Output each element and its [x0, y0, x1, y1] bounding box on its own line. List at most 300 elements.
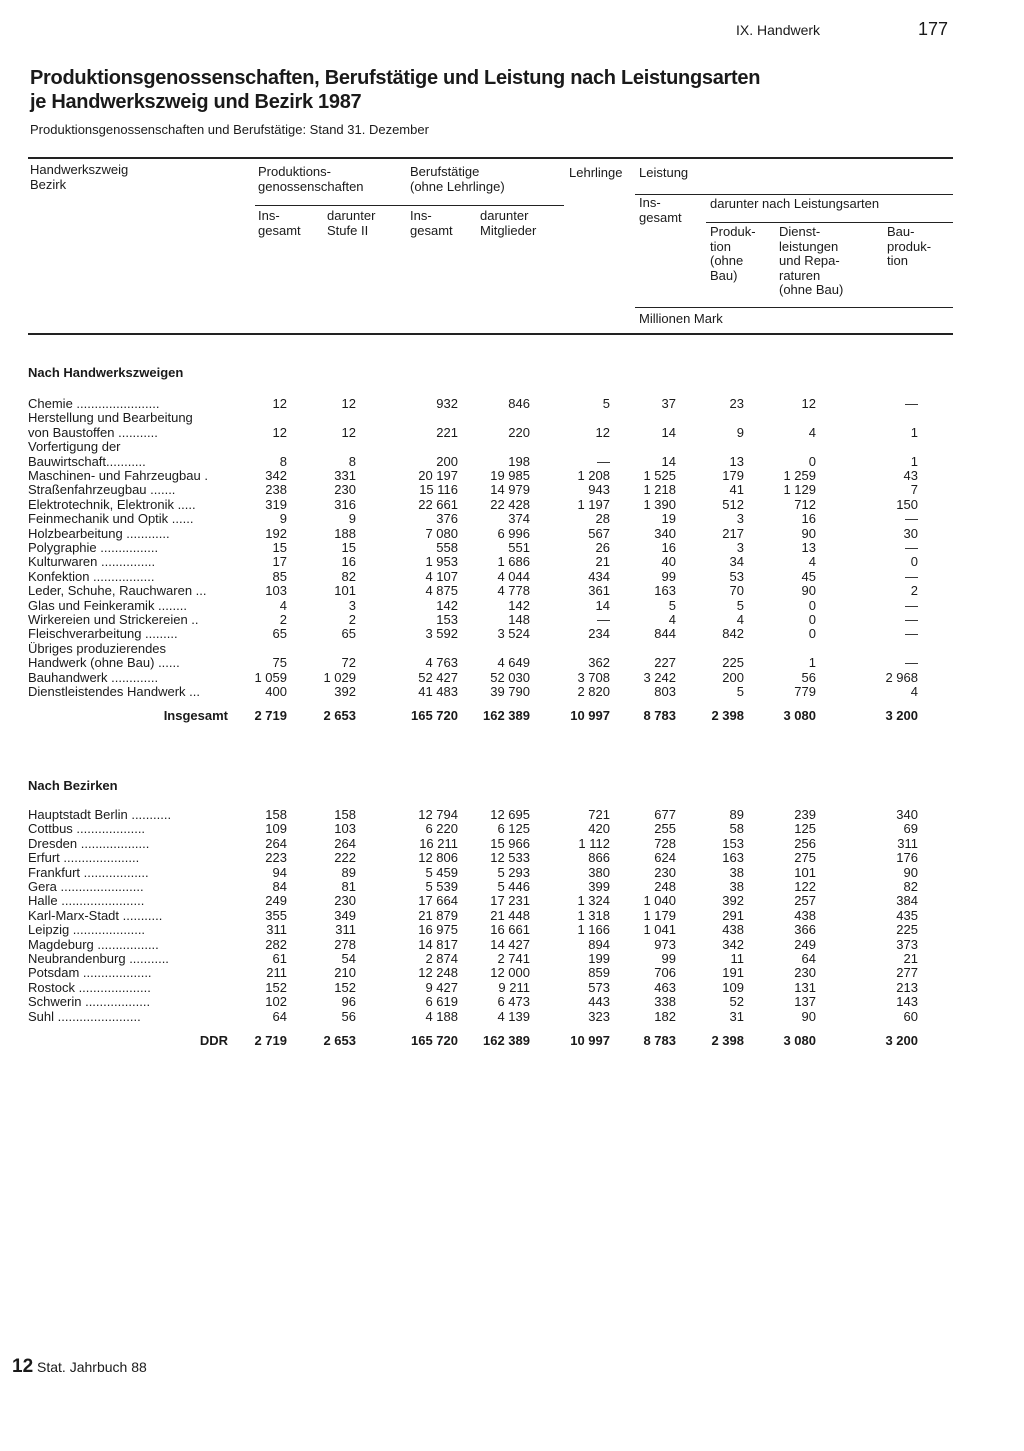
bezirk-cell-pg-total: 282 — [265, 936, 287, 952]
zweig-cell-pg-total: 192 — [265, 525, 287, 541]
zweig-row-label: Feinmechanik und Optik ...... — [28, 512, 194, 527]
zweig-cell-bt-mitglieder: 142 — [508, 597, 530, 613]
bezirk-total-bauproduktion: 3 200 — [885, 1033, 918, 1048]
bezirk-cell-bauproduktion: 277 — [896, 965, 918, 981]
zweig-cell-lehrlinge: 234 — [588, 626, 610, 642]
bezirk-cell-leistung-total: 1 179 — [643, 907, 676, 923]
zweig-row-label: Fleischverarbeitung ......... — [28, 627, 178, 642]
bezirk-cell-leistung-total: 1 040 — [643, 893, 676, 909]
pg-sub-header — [327, 209, 375, 238]
zweig-cell-bauproduktion: 4 — [910, 684, 918, 699]
pg-sub-header-line: darunter — [327, 208, 376, 223]
zweig-row-label: Kulturwaren ............... — [28, 555, 156, 570]
bezirk-cell-bauproduktion: 384 — [896, 893, 918, 909]
zweig-cell-bt-mitglieder: 52 030 — [490, 669, 530, 685]
bezirk-cell-dienstleistungen: 90 — [801, 1008, 816, 1024]
zweig-cell-bt-total: 7 080 — [425, 525, 458, 541]
bezirk-cell-pg-total: 311 — [266, 922, 287, 938]
zweig-total-bt-mitglieder: 162 389 — [483, 708, 530, 724]
bezirk-cell-dienstleistungen: 64 — [801, 951, 816, 966]
zweig-cell-bauproduktion: 43 — [903, 468, 918, 483]
bezirk-cell-bt-mitglieder: 2 741 — [497, 951, 530, 966]
bezirk-cell-bt-total: 5 459 — [425, 864, 458, 880]
bezirk-row-label: Dresden ................... — [28, 836, 150, 851]
bt-sub-header-line: darunter — [480, 208, 529, 223]
zweig-cell-pg-stufe2: 65 — [341, 626, 356, 642]
pg-total-header — [258, 209, 301, 238]
dienst-header-line: (ohne Bau) — [779, 282, 844, 297]
bezirk-cell-dienstleistungen: 137 — [794, 994, 816, 1010]
zweig-cell-produktion: 3 — [736, 511, 744, 527]
section-zweige: Nach Handwerkszweigen — [28, 365, 184, 380]
bezirk-cell-pg-stufe2: 89 — [341, 864, 356, 880]
bezirk-cell-bauproduktion: 82 — [903, 879, 918, 894]
zweig-cell-bt-total: 558 — [436, 540, 458, 555]
bezirk-cell-pg-total: 249 — [265, 893, 287, 909]
zweig-total-lehrlinge: 10 997 — [570, 708, 610, 724]
bezirk-row-label: Suhl ....................... — [28, 1009, 141, 1024]
zweig-cell-bt-total: 4 763 — [425, 655, 458, 671]
zweig-cell-bt-mitglieder: 22 428 — [490, 496, 530, 512]
zweig-cell-leistung-total: 1 525 — [643, 468, 676, 483]
zweig-row-label: Handwerk (ohne Bau) ...... — [28, 656, 180, 671]
section-bezirke: Nach Bezirken — [28, 778, 118, 793]
bezirk-cell-leistung-total: 248 — [654, 879, 676, 894]
bezirk-cell-dienstleistungen: 438 — [794, 907, 816, 923]
zweig-cell-dienstleistungen: 13 — [801, 540, 816, 555]
sheet-number: 12 — [12, 1356, 34, 1377]
bezirk-cell-lehrlinge: 380 — [588, 864, 610, 880]
zweig-cell-bauproduktion: 7 — [910, 482, 918, 498]
zweig-cell-produktion: 23 — [729, 396, 744, 411]
bezirk-cell-produktion: 191 — [722, 965, 744, 981]
bezirk-cell-lehrlinge: 1 112 — [578, 835, 610, 851]
bt-sub-header-line: Mitglieder — [480, 222, 537, 238]
bezirk-cell-lehrlinge: 894 — [588, 936, 610, 952]
bezirk-total-pg-stufe2: 2 653 — [323, 1033, 356, 1048]
bezirk-cell-bt-mitglieder: 17 231 — [490, 893, 530, 909]
zweig-cell-bt-total: 3 592 — [425, 626, 458, 642]
zweig-row-label: Glas und Feinkeramik ........ — [28, 598, 187, 613]
zweig-cell-bt-mitglieder: 39 790 — [490, 684, 530, 699]
zweig-cell-bt-total: 221 — [436, 424, 458, 440]
zweig-row-label: Bauhandwerk ............. — [28, 670, 159, 685]
zweig-cell-bt-mitglieder: 4 649 — [497, 655, 530, 671]
zweig-total-bt-total: 165 720 — [411, 708, 458, 724]
zweig-cell-produktion: 13 — [729, 453, 744, 469]
footer-source: Stat. Jahrbuch 88 — [37, 1359, 147, 1375]
zweig-cell-produktion: 9 — [736, 424, 744, 440]
zweig-cell-leistung-total: 844 — [654, 626, 676, 642]
bezirk-cell-bauproduktion: 435 — [896, 907, 918, 923]
zweig-cell-pg-stufe2: 12 — [341, 396, 356, 411]
bezirk-cell-pg-total: 152 — [265, 979, 287, 995]
bezirk-cell-bt-mitglieder: 21 448 — [490, 907, 530, 923]
bt-total-header-line: Ins- — [410, 208, 432, 223]
bezirk-cell-lehrlinge: 199 — [588, 951, 610, 966]
bezirk-cell-bt-mitglieder: 4 139 — [497, 1008, 530, 1024]
zweig-cell-bt-mitglieder: 220 — [508, 424, 530, 440]
bezirk-cell-produktion: 342 — [722, 936, 744, 952]
bezirk-cell-bauproduktion: 21 — [903, 951, 918, 966]
zweig-cell-produktion: 842 — [722, 626, 744, 642]
zweig-cell-dienstleistungen: 712 — [794, 496, 816, 512]
zweig-cell-bt-mitglieder: 14 979 — [490, 482, 530, 498]
bezirk-total-bt-total: 165 720 — [411, 1033, 458, 1048]
bezirk-cell-bauproduktion: 225 — [896, 922, 918, 938]
zweig-cell-dienstleistungen: 0 — [808, 453, 816, 469]
zweig-cell-bauproduktion: 2 968 — [885, 669, 918, 685]
zweig-cell-pg-total: 12 — [272, 396, 287, 411]
zweig-cell-leistung-total: 40 — [661, 554, 676, 570]
zweig-cell-bauproduktion: 1 — [910, 424, 918, 440]
bezirk-cell-dienstleistungen: 125 — [794, 821, 816, 837]
zweig-cell-bauproduktion: — — [905, 511, 918, 527]
zweig-cell-leistung-total: 1 218 — [643, 482, 676, 498]
bt-header — [410, 165, 505, 194]
pg-header — [258, 165, 364, 194]
bt-header-line: (ohne Lehrlinge) — [410, 178, 505, 194]
bezirk-cell-bt-total: 12 794 — [418, 807, 458, 822]
zweig-cell-bauproduktion: 2 — [910, 583, 918, 599]
bezirk-cell-produktion: 153 — [722, 835, 744, 851]
zweig-cell-pg-stufe2: 9 — [348, 511, 356, 527]
bezirk-row-label: Leipzig .................... — [28, 923, 146, 938]
table-block-zweige — [28, 397, 958, 727]
bezirk-cell-pg-stufe2: 210 — [334, 965, 356, 981]
bezirk-cell-leistung-total: 230 — [654, 864, 676, 880]
zweig-row-label: Wirkereien und Strickereien .. — [28, 613, 199, 627]
bezirk-cell-lehrlinge: 1 166 — [577, 922, 610, 938]
bezirk-cell-bt-total: 16 211 — [419, 835, 458, 851]
zweig-cell-lehrlinge: 434 — [588, 568, 610, 584]
zweig-cell-bt-total: 4 107 — [425, 568, 458, 584]
zweig-cell-bt-total: 15 116 — [419, 482, 458, 498]
bezirk-cell-produktion: 52 — [729, 994, 744, 1010]
bezirk-cell-pg-total: 109 — [265, 821, 287, 837]
zweig-cell-bt-mitglieder: 374 — [508, 511, 530, 527]
bezirk-cell-pg-stufe2: 96 — [341, 994, 356, 1010]
running-header: IX. Handwerk — [736, 22, 821, 38]
zweig-cell-bt-mitglieder: 4 778 — [497, 583, 530, 599]
zweig-cell-leistung-total: 340 — [654, 525, 676, 541]
zweig-cell-pg-total: 238 — [265, 482, 287, 498]
bezirk-cell-bt-mitglieder: 14 427 — [490, 936, 530, 952]
table-title — [30, 66, 760, 114]
zweig-cell-pg-total: 9 — [279, 511, 287, 527]
bezirk-cell-leistung-total: 338 — [654, 994, 676, 1010]
bau-header-line: tion — [887, 253, 908, 268]
zweig-cell-bt-mitglieder: 846 — [508, 396, 530, 411]
bt-header-line: Berufstätige — [410, 164, 480, 179]
bau-header — [887, 225, 931, 269]
zweig-cell-dienstleistungen: 1 259 — [783, 468, 816, 483]
bezirk-cell-bt-mitglieder: 15 966 — [490, 835, 530, 851]
zweig-cell-leistung-total: 16 — [661, 540, 676, 555]
zweig-row-label: Straßenfahrzeugbau ....... — [28, 483, 176, 498]
zweig-cell-produktion: 3 — [736, 540, 744, 555]
bezirk-cell-pg-total: 94 — [272, 864, 287, 880]
zweig-cell-lehrlinge: — — [597, 612, 610, 627]
zweig-cell-bauproduktion: — — [905, 540, 918, 555]
zweig-row-label: Maschinen- und Fahrzeugbau . — [28, 469, 208, 483]
bezirk-cell-bauproduktion: 90 — [903, 864, 918, 880]
zweig-cell-dienstleistungen: 0 — [808, 612, 816, 627]
bezirk-cell-dienstleistungen: 101 — [794, 864, 816, 880]
zweig-cell-produktion: 512 — [722, 496, 744, 512]
zweig-cell-dienstleistungen: 4 — [808, 424, 816, 440]
bezirk-cell-bt-total: 2 874 — [425, 951, 458, 966]
zweig-cell-bt-total: 153 — [436, 612, 458, 627]
zweig-cell-lehrlinge: 362 — [588, 655, 610, 671]
zweig-cell-produktion: 53 — [729, 568, 744, 584]
bezirk-cell-produktion: 11 — [730, 951, 744, 966]
zweig-cell-pg-stufe2: 15 — [341, 540, 356, 555]
zweig-cell-lehrlinge: 14 — [595, 597, 610, 613]
zweig-cell-dienstleistungen: 90 — [801, 525, 816, 541]
bt-sub-header — [480, 209, 536, 238]
bezirk-cell-pg-stufe2: 103 — [334, 821, 356, 837]
bezirk-cell-pg-stufe2: 264 — [334, 835, 356, 851]
leistung-header: Leistung — [639, 165, 689, 180]
dienst-header — [779, 225, 843, 298]
zweig-cell-produktion: 5 — [736, 597, 744, 613]
zweig-cell-pg-total: 103 — [265, 583, 287, 599]
bezirk-cell-bt-total: 6 619 — [425, 994, 458, 1010]
bezirk-row-label: Hauptstadt Berlin ........... — [28, 808, 172, 822]
zweig-cell-bauproduktion: — — [905, 655, 918, 671]
bezirk-cell-bt-total: 4 188 — [425, 1008, 458, 1024]
zweig-cell-produktion: 225 — [722, 655, 744, 671]
dienst-header-line: raturen — [779, 267, 821, 283]
bezirk-cell-dienstleistungen: 230 — [794, 965, 816, 981]
zweig-cell-pg-total: 75 — [272, 655, 287, 671]
bezirk-cell-produktion: 291 — [722, 907, 744, 923]
bezirk-cell-pg-stufe2: 56 — [341, 1008, 356, 1024]
zweig-cell-leistung-total: 803 — [654, 684, 676, 699]
bezirk-row-label: Neubrandenburg ........... — [28, 952, 169, 966]
zweig-cell-bt-mitglieder: 3 524 — [497, 626, 530, 642]
zweig-cell-bt-total: 376 — [436, 511, 458, 527]
zweig-cell-lehrlinge: 26 — [595, 540, 610, 555]
stub-header — [30, 163, 128, 192]
bezirk-cell-bt-total: 12 248 — [418, 965, 458, 981]
zweig-cell-pg-stufe2: 16 — [341, 554, 356, 570]
table-block-bezirke — [28, 808, 958, 1058]
zweig-cell-leistung-total: 5 — [668, 597, 676, 613]
bezirk-cell-produktion: 163 — [722, 850, 744, 866]
bezirk-cell-pg-stufe2: 54 — [341, 951, 356, 966]
bezirk-cell-pg-stufe2: 81 — [341, 879, 356, 894]
produktion-header-line: Produk- — [710, 224, 756, 239]
bezirk-row-label: Magdeburg ................. — [28, 937, 159, 952]
zweig-row-label: Vorfertigung der — [28, 440, 121, 455]
bezirk-total-dienstleistungen: 3 080 — [783, 1033, 816, 1048]
bezirk-cell-pg-total: 61 — [272, 951, 287, 966]
stub-header-line: Bezirk — [30, 176, 67, 192]
zweig-cell-bt-mitglieder: 1 686 — [497, 554, 530, 570]
bezirk-cell-leistung-total: 973 — [654, 936, 676, 952]
zweig-cell-pg-total: 2 — [279, 612, 287, 627]
bau-header-line: produk- — [887, 238, 932, 254]
zweig-cell-bt-mitglieder: 4 044 — [497, 568, 530, 584]
bezirk-cell-dienstleistungen: 122 — [794, 879, 816, 894]
bezirk-cell-pg-total: 64 — [272, 1008, 287, 1024]
zweig-cell-leistung-total: 3 242 — [643, 669, 676, 685]
zweig-cell-pg-stufe2: 101 — [334, 583, 356, 599]
zweig-cell-bauproduktion: — — [905, 612, 918, 627]
zweig-cell-dienstleistungen: 0 — [808, 626, 816, 642]
bezirk-cell-leistung-total: 706 — [654, 965, 676, 981]
pg-header-line: Produktions- — [258, 164, 331, 179]
bezirk-cell-produktion: 392 — [722, 893, 744, 909]
bezirk-row-label: Cottbus ................... — [28, 822, 146, 837]
zweig-cell-produktion: 4 — [736, 612, 744, 627]
bezirk-cell-lehrlinge: 573 — [588, 979, 610, 995]
bt-total-header — [410, 209, 453, 238]
bezirk-cell-produktion: 38 — [729, 864, 744, 880]
zweig-cell-pg-total: 12 — [272, 424, 287, 440]
zweig-cell-bauproduktion: 1 — [910, 453, 918, 469]
bezirk-cell-pg-stufe2: 278 — [334, 936, 356, 952]
header-mid-rule-pg — [255, 205, 564, 206]
bezirk-cell-leistung-total: 255 — [654, 821, 676, 837]
bezirk-cell-lehrlinge: 721 — [588, 807, 610, 822]
bezirk-row-label: Frankfurt .................. — [28, 865, 149, 880]
zweig-cell-lehrlinge: 5 — [602, 396, 610, 411]
bezirk-cell-bt-total: 17 664 — [418, 893, 458, 909]
bezirk-cell-produktion: 31 — [729, 1008, 744, 1024]
zweig-cell-bt-total: 41 483 — [418, 684, 458, 699]
zweig-cell-bt-total: 932 — [436, 396, 458, 411]
zweig-cell-dienstleistungen: 12 — [801, 396, 816, 411]
bezirk-total-bt-mitglieder: 162 389 — [483, 1033, 530, 1048]
zweig-total-label: Insgesamt — [163, 709, 228, 724]
bezirk-cell-bt-total: 5 539 — [425, 879, 458, 894]
zweig-cell-pg-total: 319 — [265, 496, 287, 512]
zweig-row-label: von Baustoffen ........... — [28, 425, 158, 440]
bezirk-cell-pg-stufe2: 349 — [334, 907, 356, 923]
zweig-row-label: Bauwirtschaft........... — [28, 454, 146, 469]
bezirk-cell-pg-stufe2: 158 — [334, 807, 356, 822]
zweig-cell-lehrlinge: 1 208 — [577, 468, 610, 483]
zweig-row-label: Dienstleistendes Handwerk ... — [28, 685, 200, 699]
produktion-header-line: (ohne — [710, 253, 744, 268]
zweig-cell-pg-stufe2: 8 — [348, 453, 356, 469]
leistung-total-header-line: Ins- — [639, 195, 661, 210]
zweig-cell-dienstleistungen: 1 — [808, 655, 816, 671]
bezirk-cell-pg-total: 102 — [265, 994, 287, 1010]
unit-label: Millionen Mark — [639, 311, 723, 326]
pg-sub-header-line: Stufe II — [327, 222, 369, 238]
bezirk-cell-pg-stufe2: 230 — [334, 893, 356, 909]
zweig-cell-bauproduktion: — — [905, 568, 918, 584]
zweig-cell-pg-stufe2: 316 — [334, 496, 356, 512]
zweig-row-label: Konfektion ................. — [28, 569, 155, 584]
zweig-cell-lehrlinge: — — [597, 453, 610, 469]
bezirk-cell-leistung-total: 677 — [654, 807, 676, 822]
pg-total-header-line: Ins- — [258, 208, 280, 223]
zweig-cell-pg-stufe2: 188 — [334, 525, 356, 541]
bezirk-cell-bauproduktion: 213 — [896, 979, 918, 995]
zweig-cell-produktion: 200 — [722, 669, 744, 685]
bezirk-row-label: Potsdam ................... — [28, 966, 152, 981]
zweig-cell-leistung-total: 163 — [654, 583, 676, 599]
bezirk-cell-bt-mitglieder: 12 000 — [490, 965, 530, 981]
zweig-cell-bt-total: 52 427 — [418, 669, 458, 685]
zweig-cell-bt-total: 200 — [436, 453, 458, 469]
bezirk-cell-bt-mitglieder: 9 211 — [498, 979, 530, 995]
bezirk-cell-bt-mitglieder: 12 695 — [490, 807, 530, 822]
zweig-total-pg-stufe2: 2 653 — [323, 708, 356, 724]
lehrlinge-header: Lehrlinge — [569, 165, 623, 180]
zweig-cell-pg-total: 65 — [272, 626, 287, 642]
zweig-cell-bt-total: 4 875 — [425, 583, 458, 599]
bezirk-cell-pg-total: 355 — [265, 907, 287, 923]
zweig-row-label: Holzbearbeitung ............ — [28, 526, 170, 541]
bezirk-cell-dienstleistungen: 249 — [794, 936, 816, 952]
zweig-cell-pg-total: 1 059 — [254, 669, 287, 685]
zweig-cell-dienstleistungen: 16 — [801, 511, 816, 527]
bezirk-row-label: Schwerin .................. — [28, 995, 151, 1010]
bezirk-row-label: Erfurt ..................... — [28, 851, 140, 866]
zweig-cell-pg-total: 85 — [272, 568, 287, 584]
zweig-cell-pg-stufe2: 1 029 — [323, 669, 356, 685]
bezirk-cell-dienstleistungen: 131 — [794, 979, 816, 995]
zweig-row-label: Herstellung und Bearbeitung — [28, 411, 193, 426]
header-bottom-rule — [28, 333, 953, 335]
zweig-cell-lehrlinge: 28 — [595, 511, 610, 527]
bezirk-cell-leistung-total: 728 — [654, 835, 676, 851]
bezirk-cell-produktion: 58 — [729, 821, 744, 837]
bezirk-cell-bt-total: 12 806 — [418, 850, 458, 866]
leistung-total-header-line: gesamt — [639, 209, 682, 225]
bezirk-cell-pg-stufe2: 222 — [334, 850, 356, 866]
bezirk-total-pg-total: 2 719 — [254, 1033, 287, 1048]
bezirk-cell-produktion: 109 — [722, 979, 744, 995]
zweig-cell-bt-total: 1 953 — [425, 554, 458, 570]
zweig-cell-pg-stufe2: 82 — [341, 568, 356, 584]
bezirk-cell-bt-total: 9 427 — [425, 979, 458, 995]
zweig-cell-dienstleistungen: 45 — [801, 568, 816, 584]
leistung-sub-header: darunter nach Leistungsarten — [710, 196, 880, 211]
bezirk-cell-dienstleistungen: 275 — [794, 850, 816, 866]
page-footer — [12, 1356, 147, 1378]
bezirk-cell-bt-mitglieder: 16 661 — [490, 922, 530, 938]
zweig-cell-produktion: 217 — [722, 525, 744, 541]
zweig-cell-dienstleistungen: 779 — [794, 684, 816, 699]
bezirk-row-label: Karl-Marx-Stadt ........... — [28, 908, 163, 923]
zweig-cell-pg-total: 342 — [265, 468, 287, 483]
zweig-row-label: Leder, Schuhe, Rauchwaren ... — [28, 584, 207, 599]
bezirk-cell-leistung-total: 99 — [661, 951, 676, 966]
zweig-cell-lehrlinge: 2 820 — [577, 684, 610, 699]
bezirk-cell-pg-total: 211 — [266, 965, 287, 981]
zweig-cell-lehrlinge: 3 708 — [577, 669, 610, 685]
pg-total-header-line: gesamt — [258, 222, 301, 238]
stub-header-line: Handwerkszweig — [30, 162, 129, 177]
bezirk-cell-pg-stufe2: 311 — [335, 922, 356, 938]
zweig-cell-produktion: 179 — [722, 468, 744, 483]
zweig-cell-produktion: 41 — [729, 482, 744, 498]
bezirk-cell-dienstleistungen: 256 — [794, 835, 816, 851]
bezirk-total-label: DDR — [199, 1034, 228, 1048]
bezirk-cell-lehrlinge: 866 — [588, 850, 610, 866]
zweig-cell-leistung-total: 4 — [668, 612, 676, 627]
bezirk-total-produktion: 2 398 — [711, 1033, 744, 1048]
bezirk-cell-bt-mitglieder: 5 446 — [497, 879, 530, 894]
produktion-header-line: Bau) — [710, 267, 738, 283]
